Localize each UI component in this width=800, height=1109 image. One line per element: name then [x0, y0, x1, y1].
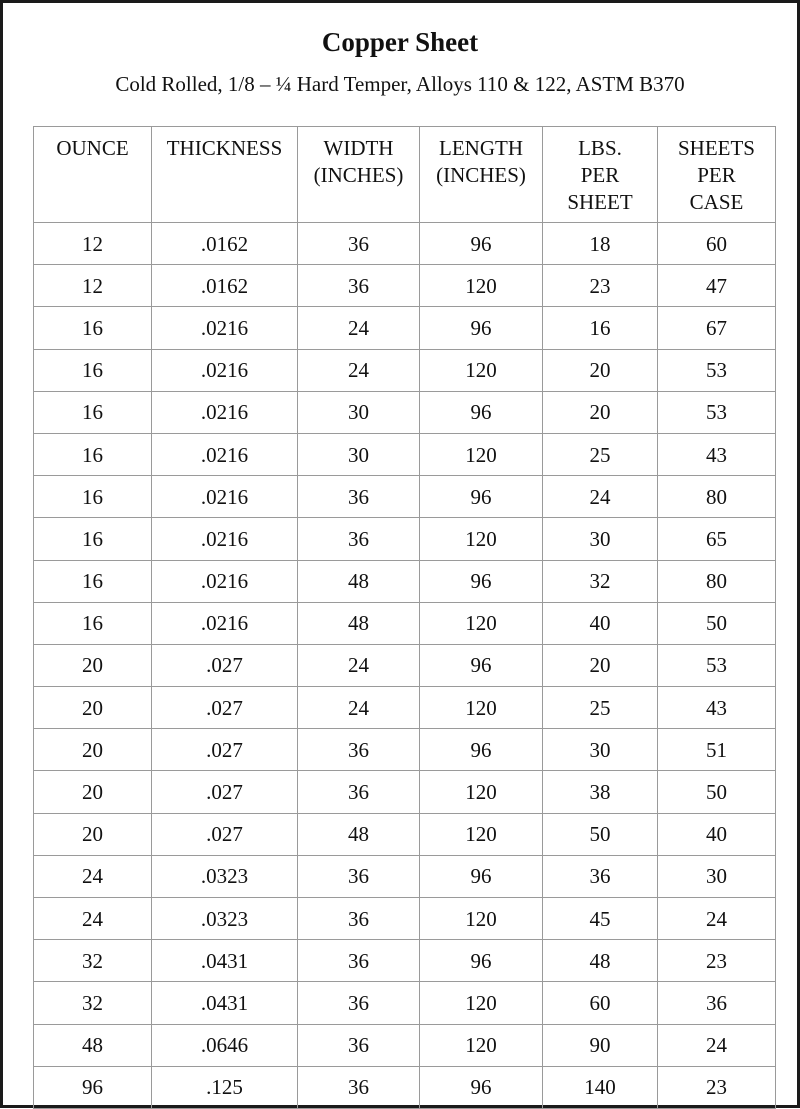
column-header-line: WIDTH: [323, 136, 394, 160]
cell-length: 96: [420, 729, 543, 771]
page-title: Copper Sheet: [321, 27, 479, 57]
cell-thickness: .125: [152, 1066, 298, 1108]
cell-length: 120: [420, 518, 543, 560]
column-header-line: PER: [697, 163, 736, 187]
cell-lbs-per-sheet: 48: [543, 940, 658, 982]
cell-sheets-per-case: 40: [658, 813, 776, 855]
cell-lbs-per-sheet: 30: [543, 518, 658, 560]
cell-ounce: 48: [34, 1024, 152, 1066]
cell-ounce: 20: [34, 687, 152, 729]
cell-thickness: .0646: [152, 1024, 298, 1066]
table-row: [34, 940, 776, 982]
cell-length: 96: [420, 223, 543, 265]
column-header-line: SHEET: [567, 190, 633, 214]
cell-width: 36: [298, 982, 420, 1024]
cell-length: 96: [420, 476, 543, 518]
cell-length: 120: [420, 687, 543, 729]
cell-ounce: 20: [34, 729, 152, 771]
cell-thickness: .0162: [152, 265, 298, 307]
table-row: [34, 349, 776, 391]
cell-ounce: 20: [34, 813, 152, 855]
column-header-width: [298, 127, 420, 223]
cell-thickness: .0431: [152, 982, 298, 1024]
cell-sheets-per-case: 67: [658, 307, 776, 349]
cell-lbs-per-sheet: 16: [543, 307, 658, 349]
cell-thickness: .0216: [152, 560, 298, 602]
table-row: [34, 1024, 776, 1066]
table-row: [34, 265, 776, 307]
cell-length: 120: [420, 349, 543, 391]
cell-ounce: 20: [34, 644, 152, 686]
column-header-line: CASE: [689, 190, 744, 214]
cell-sheets-per-case: 24: [658, 898, 776, 940]
cell-length: 96: [420, 644, 543, 686]
cell-width: 36: [298, 518, 420, 560]
cell-sheets-per-case: 30: [658, 855, 776, 897]
cell-sheets-per-case: 50: [658, 602, 776, 644]
cell-thickness: .0216: [152, 476, 298, 518]
cell-length: 120: [420, 771, 543, 813]
cell-lbs-per-sheet: 40: [543, 602, 658, 644]
cell-width: 36: [298, 223, 420, 265]
cell-sheets-per-case: 80: [658, 560, 776, 602]
cell-sheets-per-case: 50: [658, 771, 776, 813]
cell-ounce: 16: [34, 602, 152, 644]
cell-lbs-per-sheet: 90: [543, 1024, 658, 1066]
cell-width: 36: [298, 1024, 420, 1066]
cell-thickness: .0216: [152, 602, 298, 644]
cell-lbs-per-sheet: 50: [543, 813, 658, 855]
cell-width: 48: [298, 813, 420, 855]
cell-thickness: .027: [152, 813, 298, 855]
column-header-length: [420, 127, 543, 223]
table-row: [34, 729, 776, 771]
cell-length: 120: [420, 433, 543, 475]
column-header-line: (INCHES): [436, 163, 526, 187]
column-header-sheets-per-case: [658, 127, 776, 223]
table-row: [34, 602, 776, 644]
cell-sheets-per-case: 53: [658, 644, 776, 686]
cell-thickness: .0216: [152, 518, 298, 560]
cell-width: 24: [298, 349, 420, 391]
cell-ounce: 16: [34, 349, 152, 391]
page-subtitle: Cold Rolled, 1/8 – ¼ Hard Temper, Alloys 110 & 122, ASTM B370: [115, 72, 685, 96]
table-row: [34, 476, 776, 518]
cell-thickness: .027: [152, 771, 298, 813]
cell-thickness: .0323: [152, 855, 298, 897]
column-header-line: SHEETS: [677, 136, 755, 160]
cell-lbs-per-sheet: 20: [543, 349, 658, 391]
table-row: [34, 560, 776, 602]
cell-sheets-per-case: 36: [658, 982, 776, 1024]
table-row: [34, 898, 776, 940]
cell-length: 120: [420, 265, 543, 307]
cell-width: 36: [298, 476, 420, 518]
cell-ounce: 16: [34, 433, 152, 475]
cell-sheets-per-case: 53: [658, 349, 776, 391]
table-row: [34, 771, 776, 813]
column-header-line: PER: [580, 163, 620, 187]
cell-lbs-per-sheet: 36: [543, 855, 658, 897]
cell-sheets-per-case: 53: [658, 391, 776, 433]
column-header-lbs-per-sheet: [543, 127, 658, 223]
copper-sheet-table: [33, 126, 776, 1109]
cell-width: 24: [298, 687, 420, 729]
cell-ounce: 96: [34, 1066, 152, 1108]
cell-width: 36: [298, 898, 420, 940]
column-header-line: (INCHES): [313, 163, 404, 187]
table-header-row: [34, 127, 776, 223]
cell-ounce: 16: [34, 560, 152, 602]
cell-lbs-per-sheet: 24: [543, 476, 658, 518]
cell-length: 120: [420, 813, 543, 855]
cell-sheets-per-case: 65: [658, 518, 776, 560]
cell-thickness: .0216: [152, 307, 298, 349]
cell-sheets-per-case: 43: [658, 433, 776, 475]
table-row: [34, 391, 776, 433]
table-row: [34, 813, 776, 855]
cell-width: 36: [298, 771, 420, 813]
cell-width: 48: [298, 560, 420, 602]
cell-thickness: .027: [152, 729, 298, 771]
cell-length: 120: [420, 602, 543, 644]
cell-thickness: .0431: [152, 940, 298, 982]
table-row: [34, 855, 776, 897]
cell-ounce: 16: [34, 476, 152, 518]
table-body: [34, 223, 776, 1109]
cell-ounce: 12: [34, 223, 152, 265]
cell-ounce: 16: [34, 391, 152, 433]
cell-width: 48: [298, 602, 420, 644]
cell-thickness: .027: [152, 687, 298, 729]
cell-sheets-per-case: 80: [658, 476, 776, 518]
cell-ounce: 24: [34, 898, 152, 940]
cell-thickness: .0216: [152, 391, 298, 433]
cell-width: 24: [298, 307, 420, 349]
cell-width: 36: [298, 940, 420, 982]
cell-lbs-per-sheet: 45: [543, 898, 658, 940]
column-header-line: LBS.: [578, 136, 622, 160]
cell-thickness: .027: [152, 644, 298, 686]
cell-ounce: 12: [34, 265, 152, 307]
cell-ounce: 24: [34, 855, 152, 897]
cell-length: 96: [420, 1066, 543, 1108]
table-row: [34, 223, 776, 265]
cell-lbs-per-sheet: 23: [543, 265, 658, 307]
cell-width: 24: [298, 644, 420, 686]
cell-lbs-per-sheet: 140: [543, 1066, 658, 1108]
cell-length: 96: [420, 391, 543, 433]
table-row: [34, 518, 776, 560]
table-row: [34, 644, 776, 686]
cell-width: 36: [298, 1066, 420, 1108]
cell-lbs-per-sheet: 30: [543, 729, 658, 771]
cell-lbs-per-sheet: 32: [543, 560, 658, 602]
cell-thickness: .0162: [152, 223, 298, 265]
cell-ounce: 20: [34, 771, 152, 813]
cell-length: 96: [420, 560, 543, 602]
cell-sheets-per-case: 24: [658, 1024, 776, 1066]
cell-sheets-per-case: 43: [658, 687, 776, 729]
cell-lbs-per-sheet: 18: [543, 223, 658, 265]
cell-length: 96: [420, 307, 543, 349]
table-row: [34, 433, 776, 475]
column-header-thickness: [152, 127, 298, 223]
cell-lbs-per-sheet: 25: [543, 433, 658, 475]
cell-lbs-per-sheet: 20: [543, 644, 658, 686]
column-header-line: LENGTH: [439, 136, 523, 160]
cell-length: 120: [420, 898, 543, 940]
cell-lbs-per-sheet: 20: [543, 391, 658, 433]
cell-ounce: 32: [34, 940, 152, 982]
column-header-line: OUNCE: [56, 136, 129, 160]
column-header-ounce: [34, 127, 152, 223]
cell-length: 120: [420, 982, 543, 1024]
cell-ounce: 32: [34, 982, 152, 1024]
cell-thickness: .0216: [152, 433, 298, 475]
cell-width: 30: [298, 391, 420, 433]
cell-sheets-per-case: 23: [658, 1066, 776, 1108]
cell-width: 36: [298, 729, 420, 771]
cell-width: 30: [298, 433, 420, 475]
cell-width: 36: [298, 855, 420, 897]
table-row: [34, 307, 776, 349]
table-row: [34, 1066, 776, 1108]
cell-length: 120: [420, 1024, 543, 1066]
cell-lbs-per-sheet: 25: [543, 687, 658, 729]
table-row: [34, 687, 776, 729]
column-header-line: THICKNESS: [166, 136, 283, 160]
cell-lbs-per-sheet: 60: [543, 982, 658, 1024]
cell-thickness: .0216: [152, 349, 298, 391]
cell-sheets-per-case: 23: [658, 940, 776, 982]
cell-width: 36: [298, 265, 420, 307]
cell-lbs-per-sheet: 38: [543, 771, 658, 813]
table-row: [34, 982, 776, 1024]
cell-length: 96: [420, 855, 543, 897]
cell-sheets-per-case: 47: [658, 265, 776, 307]
cell-sheets-per-case: 60: [658, 223, 776, 265]
cell-length: 96: [420, 940, 543, 982]
cell-thickness: .0323: [152, 898, 298, 940]
cell-sheets-per-case: 51: [658, 729, 776, 771]
cell-ounce: 16: [34, 518, 152, 560]
cell-ounce: 16: [34, 307, 152, 349]
